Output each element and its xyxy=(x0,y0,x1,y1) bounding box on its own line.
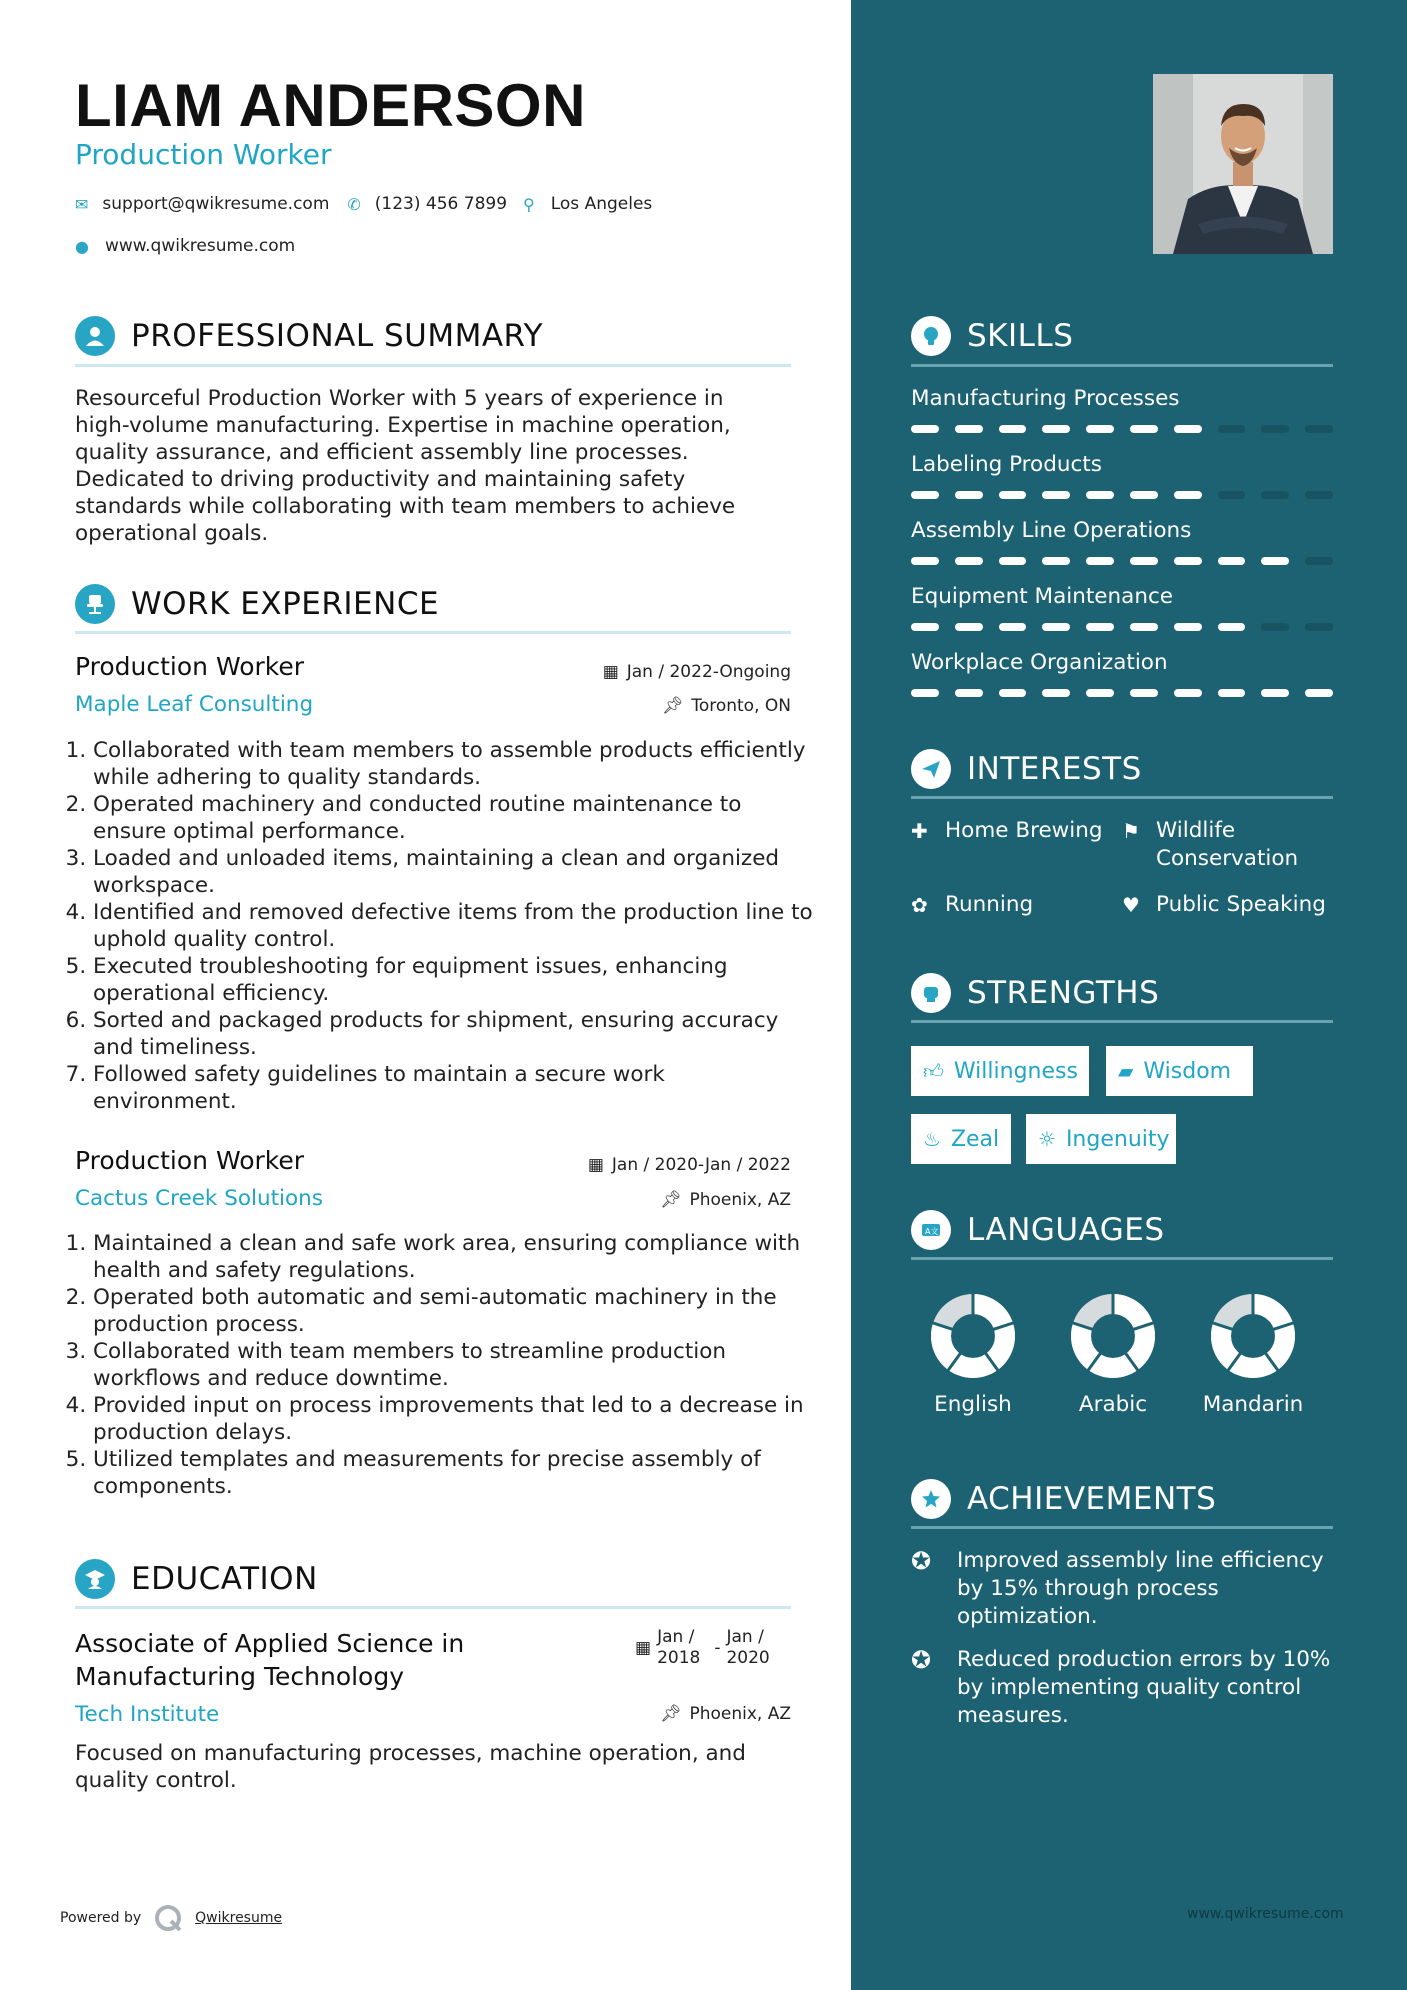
thumbs-up-icon: 👍︎ xyxy=(923,1058,944,1083)
skill-level-segment xyxy=(1305,623,1333,631)
skill-level-segment xyxy=(1130,689,1158,697)
skill-level-segment xyxy=(999,557,1027,565)
summary-divider xyxy=(75,364,791,367)
experience-heading xyxy=(75,584,439,624)
skill-level-segment xyxy=(1261,425,1289,433)
strength-tag xyxy=(911,1114,1011,1164)
education-end-year: 2020 xyxy=(726,1648,770,1668)
education-location-text: Phoenix, AZ xyxy=(689,1704,791,1724)
achievements-heading xyxy=(911,1479,1216,1519)
education-start-month: Jan / xyxy=(657,1627,695,1647)
interests-title: INTERESTS xyxy=(967,751,1142,787)
star-icon: ✪ xyxy=(911,1547,932,1575)
interests-divider xyxy=(911,796,1333,799)
list-item: 1. Collaborated with team members to assemble products efficiently while adhering to quality standards. xyxy=(93,737,813,791)
person-portrait-icon xyxy=(1153,74,1333,254)
skill-level-segment xyxy=(955,425,983,433)
interest-label-line: Wildlife xyxy=(1156,818,1236,843)
pin-icon: 📌︎ xyxy=(659,1704,682,1724)
list-item: 2. Operated both automatic and semi-automatic machinery in the production process. xyxy=(93,1284,813,1338)
paper-plane-icon xyxy=(911,749,951,789)
skill-name: Equipment Maintenance xyxy=(911,584,1173,609)
job-location-text: Toronto, ON xyxy=(691,696,791,716)
skill-level-segment xyxy=(1086,491,1114,499)
achievement-item xyxy=(911,1646,1330,1730)
education-end xyxy=(726,1627,769,1669)
skill-level-segment xyxy=(1174,689,1202,697)
skill-level-segment xyxy=(1042,491,1070,499)
list-item: 5. Utilized templates and measurements for precise assembly of components. xyxy=(93,1446,813,1500)
interest-item xyxy=(1122,891,1326,919)
paw-icon: ✿ xyxy=(911,893,928,917)
summary-line: operational goals. xyxy=(75,521,269,546)
skill-level-segment xyxy=(1042,557,1070,565)
skill-level-segment xyxy=(1305,491,1333,499)
skill-level-segment xyxy=(1042,689,1070,697)
qwikresume-logo-icon xyxy=(153,1903,183,1933)
skill-level-segment xyxy=(1174,557,1202,565)
candidate-name: LIAM ANDERSON xyxy=(75,72,586,139)
languages-divider xyxy=(911,1257,1333,1260)
degree-line: Associate of Applied Science in xyxy=(75,1629,465,1658)
fire-icon: ♨ xyxy=(923,1127,941,1151)
education-desc-line: quality control. xyxy=(75,1768,237,1793)
education-start xyxy=(657,1627,700,1669)
language-level-ring xyxy=(931,1294,1015,1378)
job-date-text: Jan / 2020-Jan / 2022 xyxy=(611,1155,791,1175)
calendar-icon: ▦ xyxy=(587,1155,604,1175)
skill-item xyxy=(911,583,1333,649)
skill-level-segment xyxy=(1086,425,1114,433)
date-separator: - xyxy=(714,1638,721,1658)
skill-level-segment xyxy=(1305,557,1333,565)
list-item: 3. Collaborated with team members to streamline production workflows and reduce downtime. xyxy=(93,1338,813,1392)
skill-name: Workplace Organization xyxy=(911,650,1168,675)
strength-tag xyxy=(911,1046,1089,1096)
education-heading xyxy=(75,1559,318,1599)
achievement-text xyxy=(957,1646,1330,1730)
skill-level-segment xyxy=(955,623,983,631)
strengths-divider xyxy=(911,1020,1333,1023)
map-marker-icon: ⚲ xyxy=(523,194,535,214)
skill-level-bar xyxy=(911,689,1333,697)
skill-level-segment xyxy=(1261,491,1289,499)
list-item: 4. Provided input on process improvements that led to a decrease in production delays. xyxy=(93,1392,813,1446)
lightbulb-icon: ☼ xyxy=(1038,1127,1056,1151)
skill-item xyxy=(911,451,1333,517)
skill-name: Labeling Products xyxy=(911,452,1102,477)
skill-level-segment xyxy=(911,689,939,697)
language-level-ring xyxy=(1071,1294,1155,1378)
achievement-item xyxy=(911,1547,1324,1631)
languages-heading xyxy=(911,1210,1165,1250)
education-location xyxy=(660,1704,791,1724)
strength-label: Willingness xyxy=(953,1058,1078,1084)
star-badge-icon xyxy=(911,1479,951,1519)
language-name: Arabic xyxy=(1078,1392,1148,1417)
list-item: 7. Followed safety guidelines to maintain a secure work environment. xyxy=(93,1061,813,1115)
summary-heading xyxy=(75,316,543,356)
website-row xyxy=(75,236,295,256)
puzzle-icon: ✚ xyxy=(911,819,928,843)
interest-label-line: Conservation xyxy=(1156,846,1299,871)
star-icon: ✪ xyxy=(911,1646,932,1674)
list-item: 4. Identified and removed defective items from the production line to uphold quality control. xyxy=(93,899,813,953)
achievement-line: measures. xyxy=(957,1703,1069,1728)
job-company: Maple Leaf Consulting xyxy=(75,692,314,717)
strengths-heading xyxy=(911,973,1159,1013)
skill-level-segment xyxy=(1130,425,1158,433)
interest-item xyxy=(1122,817,1298,873)
language-item xyxy=(1201,1294,1305,1417)
flag-icon: ⚑ xyxy=(1122,819,1140,843)
skill-level-bar xyxy=(911,557,1333,565)
education-description xyxy=(75,1740,795,1794)
skill-level-segment xyxy=(1218,491,1246,499)
contact-email[interactable]: support@qwikresume.com xyxy=(102,194,330,214)
skill-item xyxy=(911,649,1333,715)
pin-icon: 📌︎ xyxy=(661,696,684,716)
education-end-month: Jan / xyxy=(726,1627,764,1647)
envelope-icon: ✉ xyxy=(75,194,89,214)
calendar-icon: ▦ xyxy=(635,1638,652,1658)
calendar-icon: ▦ xyxy=(602,662,619,682)
language-item xyxy=(921,1294,1025,1417)
skills-list xyxy=(911,385,1333,715)
summary-text xyxy=(75,385,795,547)
skill-level-segment xyxy=(1174,425,1202,433)
skill-level-segment xyxy=(1130,557,1158,565)
skill-item xyxy=(911,517,1333,583)
skill-level-segment xyxy=(1218,623,1246,631)
language-name: English xyxy=(934,1392,1012,1417)
language-icon xyxy=(911,1210,951,1250)
skill-level-segment xyxy=(911,557,939,565)
footer-powered-by xyxy=(60,1903,282,1933)
skill-level-segment xyxy=(1174,491,1202,499)
book-icon: ▰ xyxy=(1118,1059,1134,1083)
strength-label: Wisdom xyxy=(1143,1058,1232,1084)
skill-level-segment xyxy=(1261,689,1289,697)
strength-label: Zeal xyxy=(950,1126,1000,1152)
job-location xyxy=(662,696,791,716)
skill-level-segment xyxy=(1218,689,1246,697)
languages-title: LANGUAGES xyxy=(967,1212,1165,1248)
degree-line: Manufacturing Technology xyxy=(75,1662,405,1691)
job-company: Cactus Creek Solutions xyxy=(75,1186,324,1211)
contact-website[interactable]: www.qwikresume.com xyxy=(104,236,296,256)
heartbeat-icon: ♥ xyxy=(1122,893,1140,917)
lightbulb-icon xyxy=(911,316,951,356)
interest-item xyxy=(911,891,1033,919)
skill-name: Assembly Line Operations xyxy=(911,518,1192,543)
achievement-line: Improved assembly line efficiency xyxy=(957,1548,1324,1573)
strengths-title: STRENGTHS xyxy=(967,975,1160,1011)
summary-line: standards while collaborating with team members to achieve xyxy=(75,494,736,519)
svg-text:A文: A文 xyxy=(925,1227,939,1236)
achievements-title: ACHIEVEMENTS xyxy=(967,1481,1217,1517)
education-divider xyxy=(75,1606,791,1609)
summary-line: high-volume manufacturing. Expertise in machine operation, xyxy=(75,413,731,438)
skill-level-bar xyxy=(911,425,1333,433)
skill-level-segment xyxy=(955,689,983,697)
skill-level-segment xyxy=(1130,491,1158,499)
profile-photo xyxy=(1153,74,1333,254)
summary-line: Dedicated to driving productivity and maintaining safety xyxy=(75,467,686,492)
skill-level-segment xyxy=(1174,623,1202,631)
job-responsibilities xyxy=(75,1230,813,1500)
skill-level-segment xyxy=(1305,425,1333,433)
skill-level-segment xyxy=(999,623,1027,631)
interest-label xyxy=(1156,817,1298,873)
fist-icon xyxy=(911,973,951,1013)
list-item: 5. Executed troubleshooting for equipment issues, enhancing operational efficiency. xyxy=(93,953,813,1007)
office-chair-icon xyxy=(75,584,115,624)
skill-level-segment xyxy=(1261,557,1289,565)
skill-level-segment xyxy=(911,623,939,631)
strength-tag xyxy=(1026,1114,1176,1164)
skills-divider xyxy=(911,364,1333,367)
language-item xyxy=(1061,1294,1165,1417)
skill-name: Manufacturing Processes xyxy=(911,386,1180,411)
education-title: EDUCATION xyxy=(131,1561,318,1597)
summary-line: quality assurance, and efficient assembly line processes. xyxy=(75,440,689,465)
job-responsibilities xyxy=(75,737,813,1115)
list-item: 6. Sorted and packaged products for shipment, ensuring accuracy and timeliness. xyxy=(93,1007,813,1061)
experience-title: WORK EXPERIENCE xyxy=(131,586,440,622)
summary-title: PROFESSIONAL SUMMARY xyxy=(131,318,544,354)
interests-heading xyxy=(911,749,1142,789)
job-date xyxy=(603,662,791,682)
skill-level-bar xyxy=(911,491,1333,499)
skill-item xyxy=(911,385,1333,451)
interest-label: Running xyxy=(945,892,1034,917)
job-title: Production Worker xyxy=(75,1146,305,1175)
skill-level-segment xyxy=(999,689,1027,697)
strength-tag xyxy=(1106,1046,1253,1096)
achievement-line: Reduced production errors by 10% xyxy=(957,1647,1331,1672)
skill-level-segment xyxy=(1305,689,1333,697)
strength-label: Ingenuity xyxy=(1065,1126,1170,1152)
skill-level-segment xyxy=(1086,557,1114,565)
candidate-title: Production Worker xyxy=(75,138,332,171)
skill-level-bar xyxy=(911,623,1333,631)
skill-level-segment xyxy=(955,491,983,499)
skill-level-segment xyxy=(1218,425,1246,433)
contact-row xyxy=(75,194,652,214)
skill-level-segment xyxy=(999,425,1027,433)
school-name: Tech Institute xyxy=(75,1702,220,1727)
skill-level-segment xyxy=(1042,623,1070,631)
achievements-divider xyxy=(911,1526,1333,1529)
skill-level-segment xyxy=(1042,425,1070,433)
skill-level-segment xyxy=(1218,557,1246,565)
job-location-text: Phoenix, AZ xyxy=(689,1190,791,1210)
list-item: 1. Maintained a clean and safe work area, ensuring compliance with health and safety regulations. xyxy=(93,1230,813,1284)
job-date-text: Jan / 2022-Ongoing xyxy=(626,662,791,682)
skill-level-segment xyxy=(999,491,1027,499)
interest-item xyxy=(911,817,1103,845)
skill-level-segment xyxy=(1261,623,1289,631)
list-item: 2. Operated machinery and conducted routine maintenance to ensure optimal performance. xyxy=(93,791,813,845)
skill-level-segment xyxy=(1086,689,1114,697)
skill-level-segment xyxy=(1130,623,1158,631)
degree-title xyxy=(75,1627,464,1693)
skill-level-segment xyxy=(911,491,939,499)
interest-label: Home Brewing xyxy=(945,818,1103,843)
job-title: Production Worker xyxy=(75,652,305,681)
list-item: 3. Loaded and unloaded items, maintaining a clean and organized workspace. xyxy=(93,845,813,899)
job-location xyxy=(660,1190,791,1210)
qwikresume-link[interactable]: Qwikresume xyxy=(195,1910,283,1926)
education-desc-line: Focused on manufacturing processes, machine operation, and xyxy=(75,1741,746,1766)
education-start-year: 2018 xyxy=(657,1648,701,1668)
experience-divider xyxy=(75,631,791,634)
powered-by-label: Powered by xyxy=(60,1910,142,1926)
skills-title: SKILLS xyxy=(967,318,1074,354)
skills-heading xyxy=(911,316,1073,356)
achievement-text xyxy=(957,1547,1324,1631)
achievement-line: optimization. xyxy=(957,1604,1098,1629)
phone-icon: ✆ xyxy=(347,194,361,214)
contact-phone: (123) 456 7899 xyxy=(374,194,508,214)
achievement-line: by implementing quality control xyxy=(957,1675,1302,1700)
language-level-ring xyxy=(1211,1294,1295,1378)
achievement-line: by 15% through process xyxy=(957,1576,1219,1601)
interest-label: Public Speaking xyxy=(1156,892,1326,917)
graduate-icon xyxy=(75,1559,115,1599)
language-name: Mandarin xyxy=(1202,1392,1304,1417)
contact-location: Los Angeles xyxy=(550,194,653,214)
pin-icon: 📌︎ xyxy=(659,1190,682,1210)
globe-icon: ● xyxy=(75,236,89,256)
user-icon xyxy=(75,316,115,356)
footer-site[interactable]: www.qwikresume.com xyxy=(1187,1906,1344,1922)
skill-level-segment xyxy=(1086,623,1114,631)
education-dates xyxy=(635,1627,770,1669)
skill-level-segment xyxy=(911,425,939,433)
summary-line: Resourceful Production Worker with 5 years of experience in xyxy=(75,386,724,411)
job-date xyxy=(588,1155,791,1175)
skill-level-segment xyxy=(955,557,983,565)
